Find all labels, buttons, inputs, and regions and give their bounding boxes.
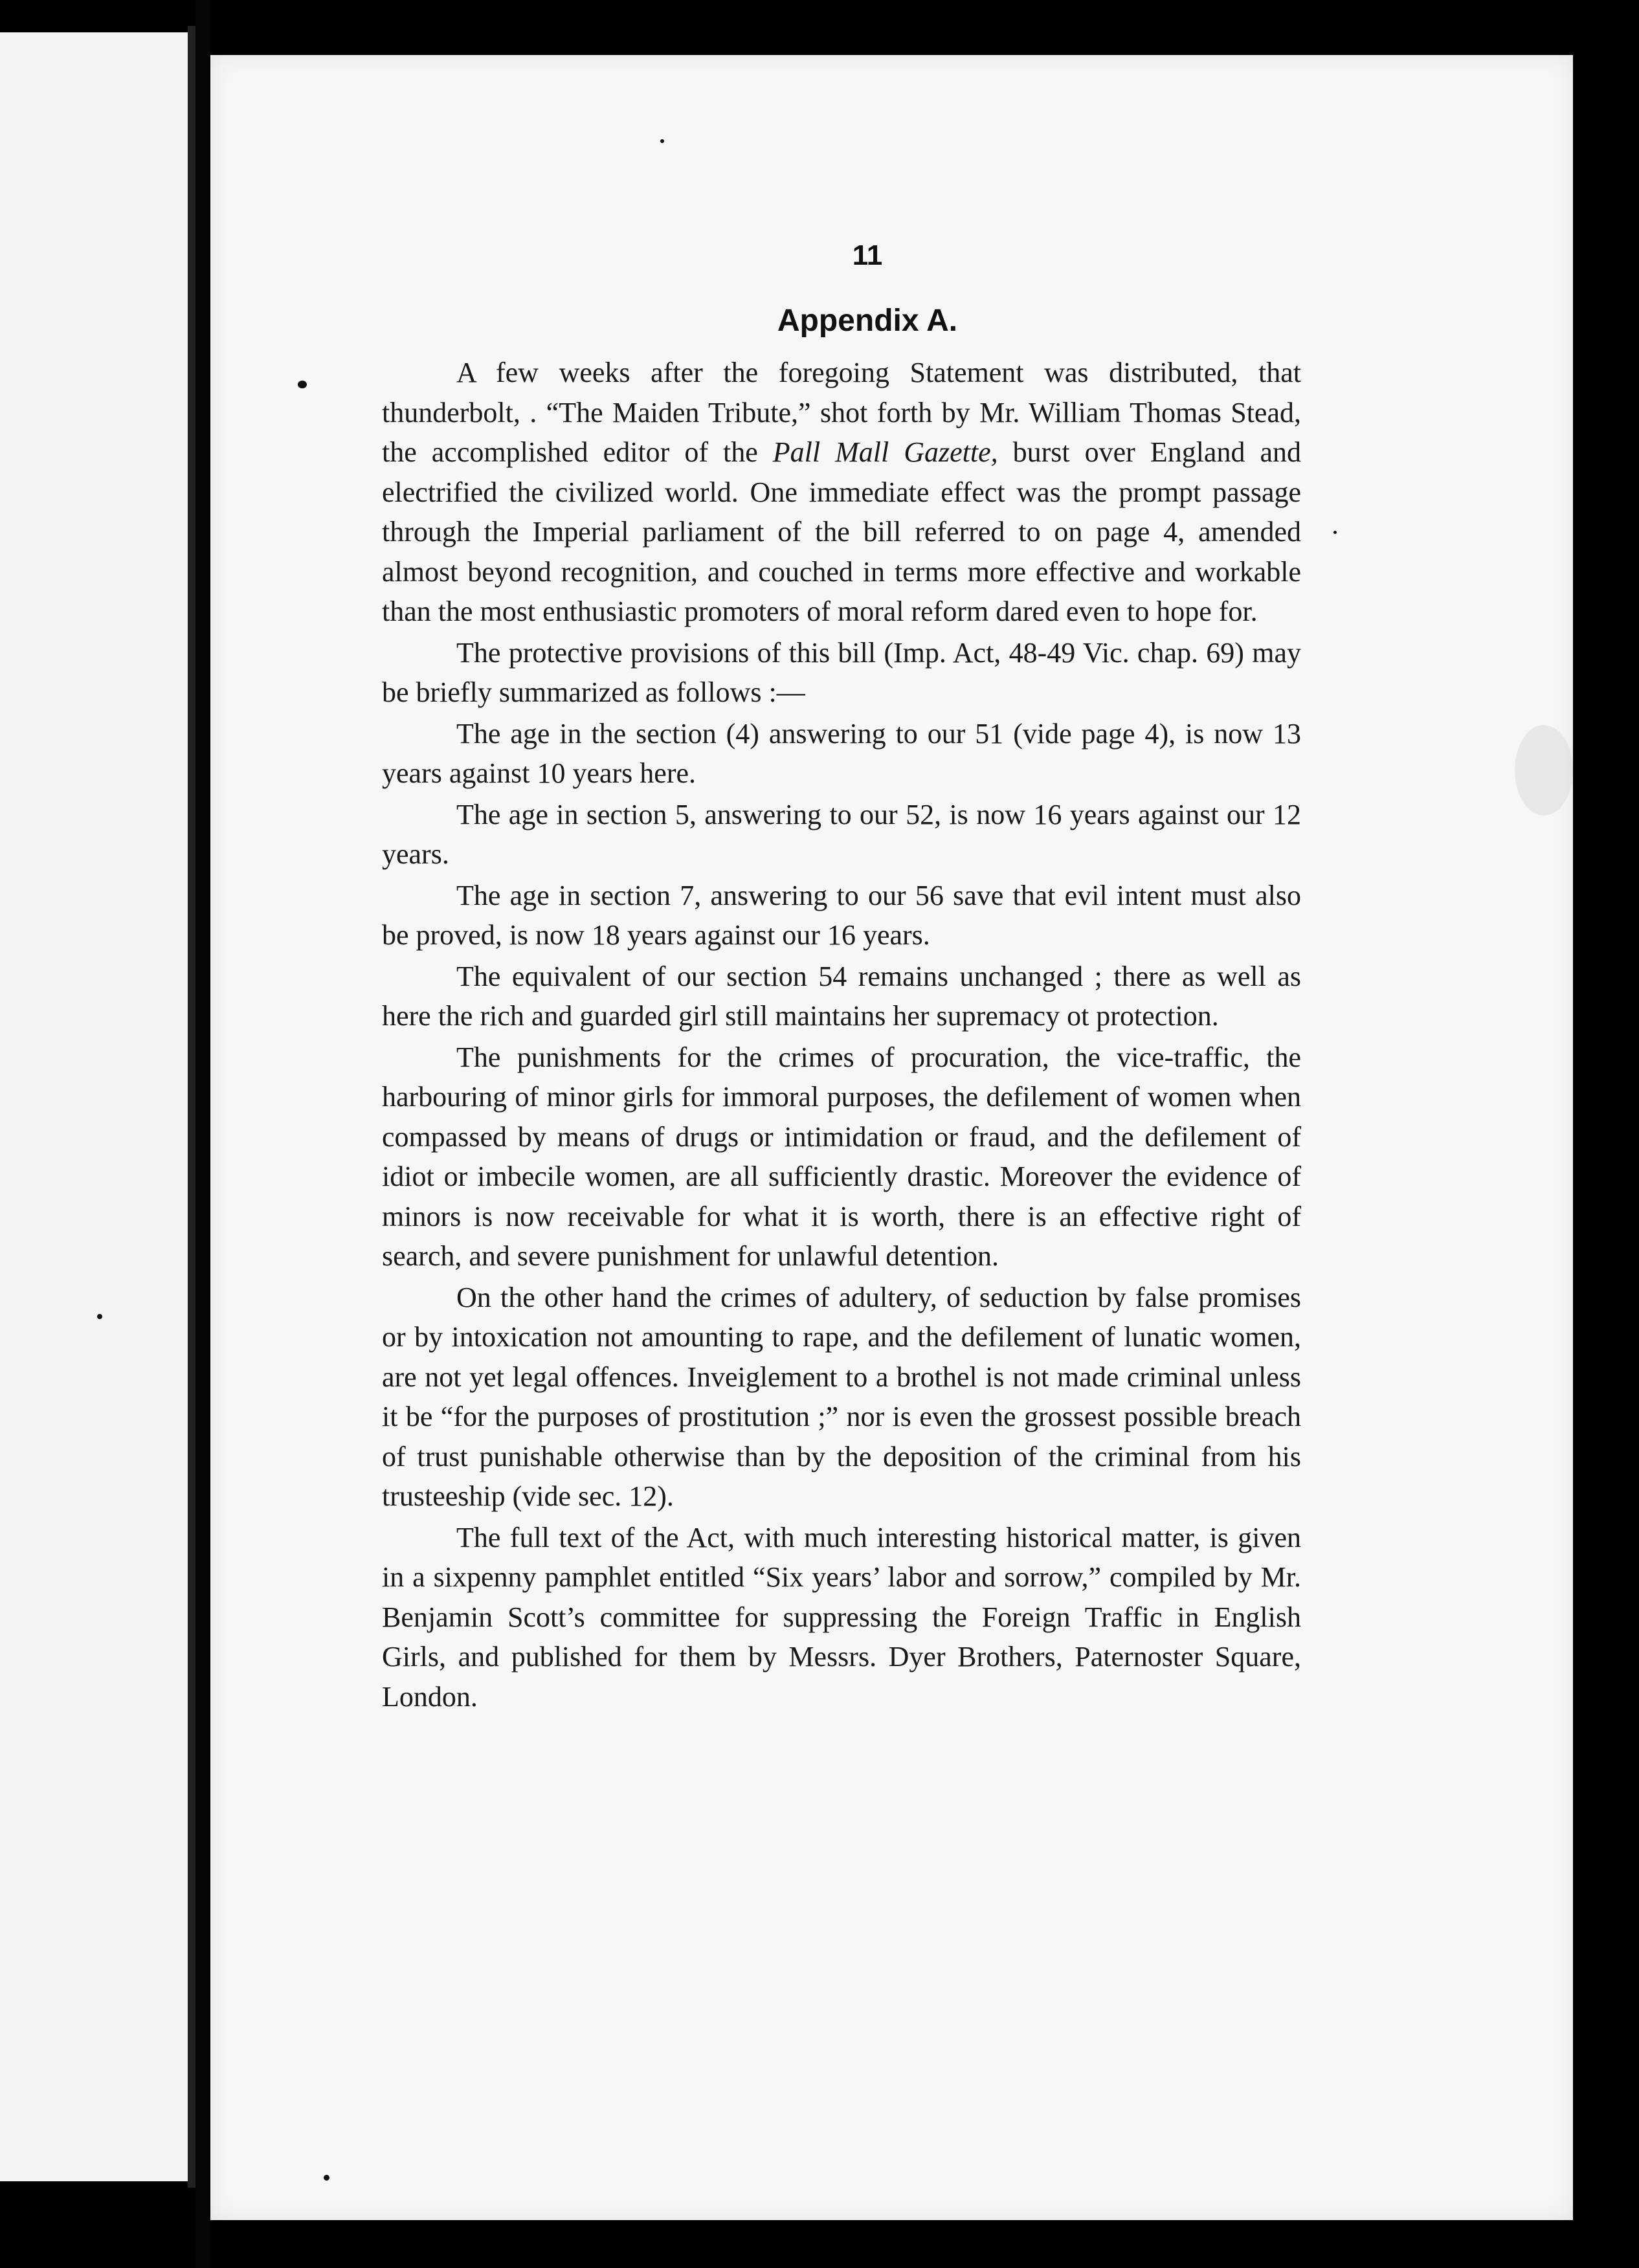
scan-speck bbox=[324, 2175, 329, 2181]
scan-speck bbox=[660, 139, 664, 143]
facing-page-edge bbox=[188, 26, 195, 2188]
scan-smudge bbox=[1515, 725, 1573, 816]
paragraph-1-text-b: burst over England and electrified the civilized world. One immediate effect was the prompt passage through the Imperial parliament of the bill referred to on page 4, amended almost beyond recognition, and couched in terms more effective and workable than the most enthusiastic promoters of moral reform dared even to hope for. bbox=[382, 436, 1301, 627]
scan-speck bbox=[298, 381, 307, 388]
appendix-body bbox=[382, 353, 1301, 1718]
newspaper-title: Pall Mall Gazette, bbox=[772, 436, 998, 468]
paragraph-1 bbox=[382, 353, 1301, 632]
page-number: 11 bbox=[852, 239, 883, 271]
facing-page bbox=[0, 32, 197, 2181]
paragraph-1-text-a: A few weeks after the foregoing Statement was distributed, that thunderbolt, . “The Maiden Tribute,” shot forth by Mr. William Thomas Stead, the accomplished editor of the bbox=[382, 357, 1301, 468]
book-gutter bbox=[195, 0, 210, 2268]
scan-speck bbox=[97, 1314, 102, 1319]
scan-speck bbox=[1333, 531, 1337, 534]
paragraph-3: The age in the section (4) answering to our 51 (vide page 4), is now 13 years against 10 years here. bbox=[382, 717, 1301, 789]
paragraph-7: The punishments for the crimes of procuration, the vice-traffic, the harbouring of minor girls for immoral purposes, the defilement of women when compassed by means of drugs or intimidation or fraud, and the defilement of idiot or imbecile women, are all sufficiently drastic. Moreover the evidence of minors is now receivable for what it is worth, there is an effective right of search, and severe punishment for unlawful detention. bbox=[382, 1041, 1301, 1272]
paragraph-6: The equivalent of our section 54 remains unchanged ; there as well as here the rich and guarded girl still maintains her supremacy ot protection. bbox=[382, 960, 1301, 1032]
paragraph-2: The protective provisions of this bill (Imp. Act, 48-49 Vic. chap. 69) may be briefly summarized as follows :— bbox=[382, 636, 1301, 708]
paragraph-9: The full text of the Act, with much interesting historical matter, is given in a sixpenny pamphlet entitled “Six years’ labor and sorrow,” compiled by Mr. Benjamin Scott’s committee for suppressing the Foreign Traffic in English Girls, and published for them by Messrs. Dyer Brothers, Paternoster Square, London. bbox=[382, 1521, 1301, 1713]
paragraph-5: The age in section 7, answering to our 56 save that evil intent must also be proved, is now 18 years against our 16 years. bbox=[382, 879, 1301, 951]
appendix-heading: Appendix A. bbox=[777, 304, 958, 338]
paragraph-4: The age in section 5, answering to our 52, is now 16 years against our 12 years. bbox=[382, 798, 1301, 870]
paragraph-8: On the other hand the crimes of adultery, of seduction by false promises or by intoxication not amounting to rape, and the defilement of lunatic women, are not yet legal offences. Inveiglement to a brothel is not made criminal unless it be “for the purposes of prostitution ;” nor is even the grossest possible breach of trust punishable otherwise than by the deposition of the criminal from his trusteeship (vide sec. 12). bbox=[382, 1281, 1301, 1512]
